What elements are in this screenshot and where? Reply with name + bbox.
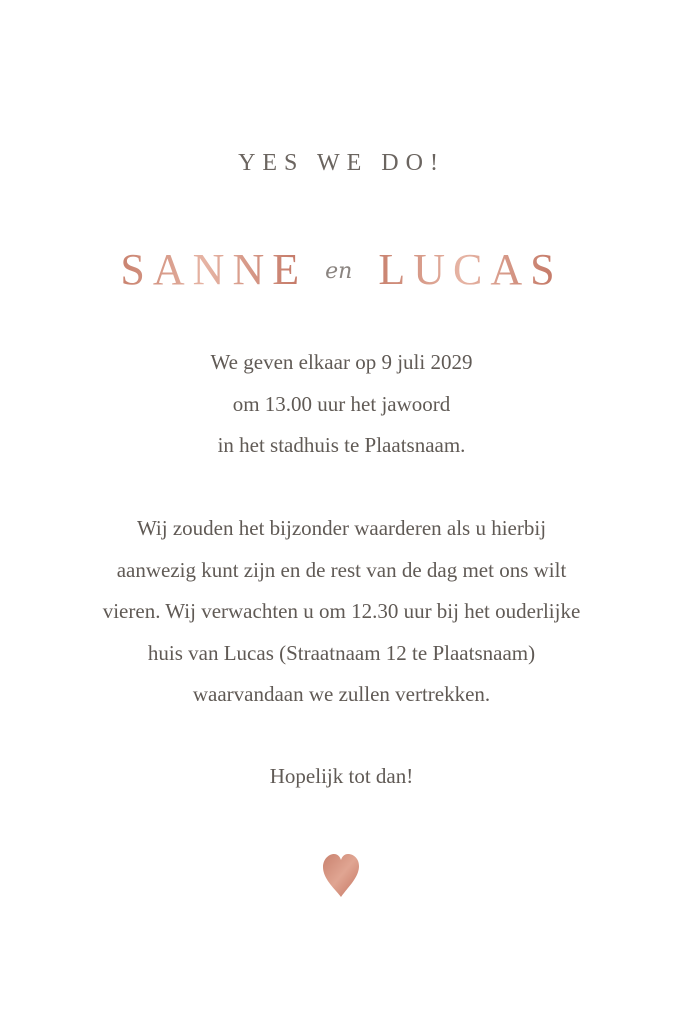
paragraph-line: in het stadhuis te Plaatsnaam. xyxy=(217,433,466,457)
paragraph-line: om 13.00 uur het jawoord xyxy=(232,391,451,416)
paragraph-line: vieren. Wij verwachten u om 12.30 uur bij het ouderlijke xyxy=(102,599,581,623)
paragraph-line: aanwezig kunt zijn en de rest van de dag met ons wilt xyxy=(116,557,567,582)
name-left: SANNE xyxy=(120,245,308,294)
heart-icon xyxy=(321,853,361,899)
closing-line: Hopelijk tot dan! xyxy=(269,764,414,788)
paragraph-line: Wij zouden het bijzonder waarderen als u hierbij xyxy=(136,516,547,540)
paragraph-line: We geven elkaar op 9 juli 2029 xyxy=(210,350,473,374)
invitation-paragraph xyxy=(0,508,683,716)
ceremony-paragraph xyxy=(0,342,683,467)
kicker-heading: YES WE DO! xyxy=(238,150,445,176)
name-right: LUCAS xyxy=(378,245,563,294)
couple-names xyxy=(0,244,683,298)
name-connector: en xyxy=(325,259,353,284)
paragraph-line: huis van Lucas (Straatnaam 12 te Plaatsnaam) xyxy=(147,640,536,665)
paragraph-line: waarvandaan we zullen vertrekken. xyxy=(192,682,491,706)
